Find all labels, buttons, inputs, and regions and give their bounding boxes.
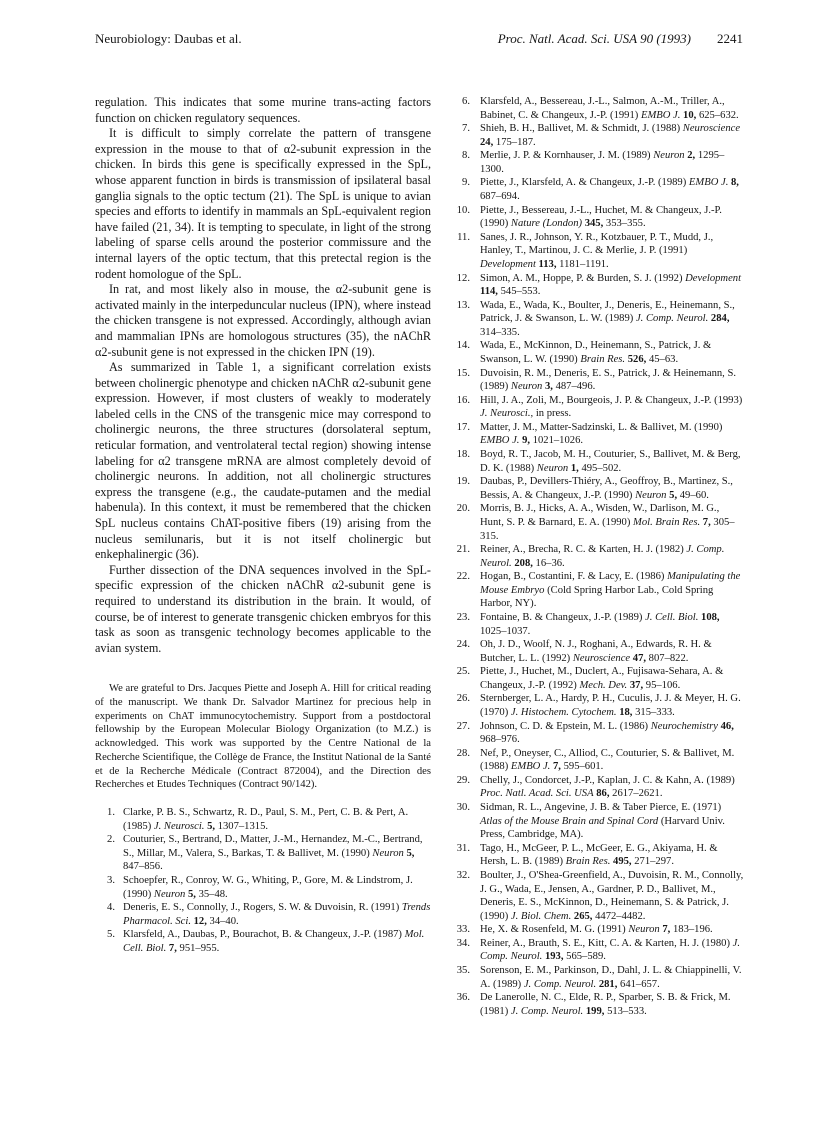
- reference-number: 6.: [462, 96, 470, 107]
- reference-text: [480, 801, 744, 842]
- reference-journal: J. Comp. Neurol.: [635, 313, 709, 325]
- reference-volume: 284,: [710, 313, 730, 325]
- body-paragraph: As summarized in Table 1, a significant correlation exists between cholinergic phenotype and chicken nAChR α2-subunit gene expression. However, if most clusters of weakly to moderately labeled cells in the CNS of the transgenic mice may correspond to cholinergic neurons, the three structures (dorsolateral septum, reticular formation, and ventrolateral tectal region) showing intense labeling for α2 transgene mRNA are almost completely devoid of cholinergic neurons. In addition, not all cholinergic structures express the transgene (e.g., the caudate-putamen and the medial habenula). In this context, it must be remembered that the chicken SpL nucleus contains ChAT-positive fibers (19) arising from the nucleus semilunaris, but it is not itself cholinergic but enkephalinergic (36).: [95, 360, 431, 562]
- reference-authors: Chelly, J., Condorcet, J.-P., Kaplan, J. C. & Kahn, A. (1989): [480, 774, 735, 786]
- reference-number: 23.: [456, 611, 470, 623]
- reference-item: [454, 991, 744, 1018]
- reference-text: [480, 964, 744, 991]
- reference-authors: Hill, J. A., Zoli, M., Bourgeois, J. P. & Changeux, J.-P. (1993): [480, 394, 743, 406]
- reference-journal: J. Comp. Neurol.: [523, 978, 597, 990]
- reference-journal: Development: [480, 258, 536, 270]
- reference-volume: 10,: [683, 109, 697, 121]
- reference-text: [480, 475, 744, 502]
- reference-volume: 265,: [573, 910, 593, 922]
- reference-number: 29.: [456, 774, 470, 786]
- left-column: [95, 95, 431, 956]
- reference-journal: Brain Res.: [580, 353, 626, 365]
- reference-journal: J. Comp. Neurol.: [480, 544, 725, 569]
- reference-pages: 1181–1191.: [559, 258, 609, 270]
- reference-journal: EMBO J.: [510, 761, 551, 773]
- reference-volume: 46,: [720, 720, 734, 732]
- reference-number: 19.: [456, 476, 470, 488]
- reference-authors: Nef, P., Oneyser, C., Alliod, C., Couturier, S. & Ballivet, M. (1988): [480, 747, 735, 773]
- reference-text: [480, 204, 744, 231]
- reference-volume: 495,: [613, 856, 632, 868]
- reference-volume: 113,: [538, 258, 557, 270]
- reference-item: [95, 806, 431, 833]
- reference-text: [480, 720, 744, 747]
- reference-item: [454, 448, 744, 475]
- reference-authors: Piette, J., Huchet, M., Duclert, A., Fujisawa-Sehara, A. & Changeux, J.-P. (1992): [480, 666, 724, 691]
- reference-pages: 495–502.: [581, 462, 622, 474]
- reference-authors: Reiner, A., Brecha, R. C. & Karten, H. J. (1982): [480, 544, 684, 556]
- reference-text: [480, 231, 744, 272]
- reference-journal: Neuron: [536, 462, 569, 474]
- reference-number: 14.: [456, 340, 470, 352]
- reference-pages: 595–601.: [563, 761, 604, 773]
- body-text: [95, 95, 431, 656]
- acknowledgment: [95, 682, 431, 792]
- reference-item: [454, 923, 744, 937]
- reference-journal: J. Histochem. Cytochem.: [510, 707, 617, 719]
- reference-volume: 114,: [480, 286, 498, 298]
- reference-pages: 175–187.: [495, 136, 536, 148]
- reference-text: [480, 638, 744, 665]
- reference-authors: Simon, A. M., Hoppe, P. & Burden, S. J. (1992): [480, 272, 683, 284]
- reference-pages: 95–106.: [645, 679, 681, 691]
- reference-item: [454, 299, 744, 340]
- reference-authors: Boulter, J., O'Shea-Greenfield, A., Duvoisin, R. M., Connolly, J. G., Wada, E., Jensen, A., Gardner, P. D., Ballivet, M., Deneris, E. S., McKinnon, D., Heinemann, S. & Patrick, J. (1990): [480, 869, 744, 922]
- reference-authors: Sanes, J. R., Johnson, Y. R., Kotzbauer, P. T., Mudd, J., Hanley, T., Martinou, J. C. & Merlie, J. P. (1991): [480, 231, 714, 257]
- reference-number: 13.: [456, 299, 470, 311]
- running-header: [0, 31, 816, 51]
- reference-authors: Sidman, R. L., Angevine, J. B. & Taber Pierce, E. (1971): [480, 802, 722, 814]
- reference-number: 22.: [456, 571, 470, 583]
- reference-journal: Manipulating the Mouse Embryo: [480, 571, 741, 596]
- reference-volume: 108,: [701, 611, 720, 623]
- reference-pages: 35–48.: [198, 888, 228, 900]
- reference-volume: 7,: [552, 761, 561, 773]
- reference-volume: 5,: [669, 489, 678, 501]
- reference-volume: 18,: [619, 707, 633, 719]
- reference-journal: Mol. Brain Res.: [633, 516, 701, 528]
- reference-volume: 1,: [570, 462, 579, 474]
- reference-authors: He, X. & Rosenfeld, M. G. (1991): [480, 924, 626, 936]
- reference-item: [454, 570, 744, 611]
- reference-text: [480, 937, 744, 964]
- reference-volume: 5,: [207, 820, 216, 832]
- reference-pages: 1295–1300.: [480, 150, 725, 175]
- reference-pages: 16–36.: [535, 557, 565, 569]
- reference-volume: 12,: [193, 915, 207, 927]
- reference-item: [454, 937, 744, 964]
- reference-volume: 199,: [585, 1005, 605, 1017]
- reference-authors: Klarsfeld, A., Daubas, P., Bourachot, B. & Changeux, J.-P. (1987): [123, 929, 402, 941]
- reference-item: [454, 204, 744, 231]
- reference-number: 17.: [456, 421, 470, 433]
- reference-number: 8.: [462, 150, 470, 162]
- reference-volume: 37,: [629, 679, 644, 691]
- reference-text: [123, 901, 431, 928]
- reference-item: [454, 394, 744, 421]
- reference-text: [480, 272, 744, 299]
- reference-item: [454, 774, 744, 801]
- reference-authors: Clarke, P. B. S., Schwartz, R. D., Paul, S. M., Pert, C. B. & Pert, A. (1985): [123, 807, 409, 832]
- reference-item: [454, 367, 744, 394]
- reference-item: [454, 611, 744, 638]
- reference-volume: 9,: [522, 435, 531, 447]
- reference-text: [123, 806, 431, 833]
- reference-text: [480, 923, 744, 937]
- reference-pages: 545–553.: [500, 286, 541, 298]
- reference-number: 3.: [107, 874, 115, 886]
- reference-text: [480, 122, 744, 149]
- reference-volume: 208,: [514, 557, 533, 569]
- reference-journal: Development: [685, 272, 742, 284]
- reference-journal: J. Comp. Neurol.: [480, 937, 740, 963]
- body-paragraph: regulation. This indicates that some murine trans-acting factors function on chicken regulatory sequences.: [95, 95, 431, 125]
- reference-volume: 5,: [187, 888, 196, 900]
- reference-volume: 281,: [598, 978, 618, 990]
- reference-journal: Neuron: [628, 924, 660, 936]
- reference-journal: Neuron: [510, 381, 543, 393]
- acknowledgment-text: We are grateful to Drs. Jacques Piette and Joseph A. Hill for critical reading of the manuscript. We thank Dr. Salvador Martinez for precious help in experiments on ChAT immunocytochemistry. Support from a postdoctoral fellowship by the European Molecular Biology Organization (to M.Z.) is acknowledged. This work was supported by the Centre National de la Recherche Scientifique, the Collège de France, the Institut National de la Santé et de la Recherche Médicale (Contract 872004), and the Direction des Recherches et Etudes Techniques (Contract 90/142).: [95, 683, 431, 791]
- reference-volume: 7,: [662, 924, 671, 936]
- reference-pages: 513–533.: [607, 1005, 647, 1017]
- reference-journal: Neuron: [372, 847, 404, 859]
- reference-number: 32.: [456, 869, 470, 881]
- reference-text: [480, 339, 744, 366]
- reference-item: [454, 638, 744, 665]
- reference-journal: Nature (London): [510, 218, 583, 230]
- reference-authors: Daubas, P., Devillers-Thiéry, A., Geoffroy, B., Martinez, S., Bessis, A. & Changeux, J.-P. (1990): [480, 476, 733, 501]
- reference-pages: (Cold Spring Harbor Lab., Cold Spring Harbor, NY).: [480, 584, 714, 610]
- reference-pages: 2617–2621.: [612, 788, 663, 800]
- reference-number: 26.: [456, 693, 470, 705]
- reference-authors: Sternberger, L. A., Hardy, P. H., Cuculis, J. J. & Meyer, H. G. (1970): [480, 693, 741, 719]
- reference-text: [480, 149, 744, 176]
- reference-text: [480, 611, 744, 638]
- reference-pages: 271–297.: [634, 856, 674, 868]
- reference-volume: 47,: [632, 652, 647, 664]
- reference-item: [95, 874, 431, 901]
- reference-volume: 345,: [584, 218, 604, 230]
- reference-text: [480, 692, 744, 719]
- reference-item: [454, 339, 744, 366]
- reference-item: [454, 272, 744, 299]
- reference-item: [454, 421, 744, 448]
- reference-authors: Couturier, S., Bertrand, D., Matter, J.-M., Hernandez, M.-C., Bertrand, S., Millar, M., Valera, S., Barkas, T. & Ballivet, M. (1990): [123, 834, 423, 859]
- reference-pages: 565–589.: [566, 951, 606, 963]
- reference-number: 33.: [456, 924, 470, 936]
- reference-authors: Duvoisin, R. M., Deneris, E. S., Patrick, J. & Heinemann, S. (1989): [480, 367, 736, 393]
- reference-authors: Fontaine, B. & Changeux, J.-P. (1989): [480, 611, 643, 623]
- reference-pages: 314–335.: [480, 326, 520, 338]
- reference-number: 28.: [456, 747, 470, 759]
- reference-item: [95, 928, 431, 955]
- reference-item: [454, 543, 744, 570]
- reference-volume: 5,: [406, 847, 415, 859]
- header-page-number: 2241: [717, 31, 743, 46]
- reference-pages: 487–496.: [555, 381, 596, 393]
- reference-number: 30.: [456, 802, 470, 814]
- reference-journal: EMBO J.: [480, 435, 520, 447]
- reference-number: 15.: [456, 367, 470, 379]
- reference-journal: Brain Res.: [565, 856, 611, 868]
- reference-text: [480, 665, 744, 692]
- reference-pages: 687–694.: [480, 191, 520, 203]
- reference-item: [454, 122, 744, 149]
- header-section-author: Neurobiology: Daubas et al.: [95, 31, 242, 46]
- reference-text: [480, 176, 744, 203]
- reference-item: [454, 149, 744, 176]
- body-paragraph: In rat, and most likely also in mouse, the α2-subunit gene is activated mainly in the interpeduncular nucleus (IPN), where instead the chicken transgene is not expressed. Accordingly, although avian and mammalian IPNs are homologous structures (35), the nAChR α2-subunit gene is not expressed in the chicken IPN (19).: [95, 282, 431, 359]
- reference-authors: Boyd, R. T., Jacob, M. H., Couturier, S., Ballivet, M. & Berg, D. K. (1988): [480, 449, 741, 474]
- reference-pages: 49–60.: [679, 489, 709, 501]
- reference-item: [454, 747, 744, 774]
- reference-item: [454, 692, 744, 719]
- reference-pages: 305–315.: [480, 516, 735, 542]
- reference-journal: J. Cell. Biol.: [645, 611, 699, 623]
- reference-journal: Neurochemistry: [650, 720, 718, 732]
- reference-text: [480, 448, 744, 475]
- reference-volume: 24,: [480, 136, 494, 148]
- reference-text: [480, 502, 744, 543]
- reference-text: [480, 95, 744, 122]
- reference-pages: 847–856.: [123, 861, 163, 873]
- reference-number: 7.: [462, 123, 470, 135]
- reference-pages: 951–955.: [179, 942, 220, 954]
- reference-text: [480, 869, 744, 923]
- reference-pages: 641–657.: [620, 978, 660, 990]
- reference-pages: 1307–1315.: [217, 820, 269, 832]
- reference-journal: J. Biol. Chem.: [510, 910, 572, 922]
- reference-journal: J. Neurosci.,: [480, 408, 534, 420]
- reference-item: [95, 833, 431, 874]
- reference-authors: Piette, J., Bessereau, J.-L., Huchet, M. & Changeux, J.-P. (1990): [480, 204, 722, 230]
- reference-text: [480, 747, 744, 774]
- body-paragraph: It is difficult to simply correlate the pattern of transgene expression in the mouse to that of α2-subunit expression in the chicken. In birds this gene is specifically expressed in the SpL, whose apparent function in birds is transmission of ipsilateral basal ganglia signals to the optic tectum (21). The SpL is unique to avian species and efforts to identify in mammals an SpL-equivalent region have failed (21, 34). It is tempting to speculate, in light of the strong labeling of sparse cells around the posterior commissure and the internal layers of the optic tectum, that this pretectal region is the rodent homologue of the SpL.: [95, 126, 431, 281]
- body-paragraph: Further dissection of the DNA sequences involved in the SpL-specific expression of the chicken nAChR α2-subunit gene is required to understand its distribution in the brain. It would, of course, be of interest to generate transgenic chicken embryos for this task as soon as transgenic technology becomes applicable to the avian system.: [95, 562, 431, 655]
- reference-journal: Neuron: [653, 150, 685, 162]
- reference-number: 24.: [456, 639, 470, 651]
- reference-number: 10.: [456, 204, 470, 216]
- reference-item: [454, 176, 744, 203]
- reference-text: [123, 874, 431, 901]
- reference-authors: Morris, B. J., Hicks, A. A., Wisden, W., Darlison, M. G., Hunt, S. P. & Barnard, E. A. (1990): [480, 503, 720, 528]
- reference-authors: Shieh, B. H., Ballivet, M. & Schmidt, J. (1988): [480, 123, 681, 135]
- reference-journal: EMBO J.: [640, 109, 681, 121]
- reference-volume: 86,: [596, 788, 610, 800]
- reference-volume: 193,: [544, 951, 564, 963]
- reference-authors: Johnson, C. D. & Epstein, M. L. (1986): [480, 720, 649, 732]
- reference-text: [480, 570, 744, 611]
- reference-number: 35.: [456, 965, 470, 976]
- reference-authors: Piette, J., Klarsfeld, A. & Changeux, J.-P. (1989): [480, 177, 687, 189]
- reference-number: 4.: [107, 902, 115, 914]
- reference-authors: Tago, H., McGeer, P. L., McGeer, E. G., Akiyama, H. & Hersh, L. B. (1989): [480, 842, 718, 868]
- reference-item: [95, 901, 431, 928]
- reference-item: [454, 475, 744, 502]
- reference-pages: 183–196.: [672, 924, 713, 936]
- reference-pages: 4472–4482.: [595, 910, 646, 922]
- reference-item: [454, 665, 744, 692]
- reference-authors: Klarsfeld, A., Bessereau, J.-L., Salmon, A.-M., Triller, A., Babinet, C. & Changeux, J.-P. (1991): [480, 96, 725, 121]
- reference-text: [480, 299, 744, 340]
- reference-authors: Hogan, B., Costantini, F. & Lacy, E. (1986): [480, 571, 665, 583]
- reference-volume: 526,: [627, 353, 647, 365]
- reference-volume: 3,: [544, 381, 553, 393]
- reference-pages: (Harvard Univ. Press, Cambridge, MA).: [480, 815, 725, 841]
- reference-number: 21.: [456, 544, 470, 556]
- reference-number: 12.: [456, 272, 470, 284]
- reference-number: 25.: [456, 666, 470, 678]
- reference-item: [454, 842, 744, 869]
- reference-authors: Reiner, A., Brauth, S. E., Kitt, C. A. & Karten, H. J. (1980): [480, 937, 730, 949]
- reference-volume: 7,: [702, 516, 711, 528]
- reference-number: 27.: [456, 720, 470, 732]
- reference-text: [480, 842, 744, 869]
- reference-number: 11.: [457, 231, 470, 243]
- reference-pages: 315–333.: [635, 707, 675, 719]
- reference-volume: 7,: [168, 942, 177, 954]
- reference-item: [454, 502, 744, 543]
- reference-volume: 8,: [731, 177, 739, 189]
- reference-number: 1.: [107, 807, 115, 818]
- reference-authors: Oh, J. D., Woolf, N. J., Roghani, A., Edwards, R. H. & Butcher, L. L. (1992): [480, 639, 712, 664]
- reference-item: [454, 801, 744, 842]
- reference-journal: Trends Pharmacol. Sci.: [123, 902, 431, 927]
- reference-journal: J. Neurosci.: [153, 820, 205, 832]
- reference-journal: J. Comp. Neurol.: [510, 1005, 584, 1017]
- reference-text: [123, 833, 431, 874]
- reference-pages: 1025–1037.: [480, 625, 531, 637]
- reference-text: [480, 394, 744, 421]
- header-journal-citation: [498, 31, 743, 47]
- header-journal: Proc. Natl. Acad. Sci. USA 90 (1993): [497, 31, 691, 46]
- reference-text: [480, 543, 744, 570]
- reference-journal: Proc. Natl. Acad. Sci. USA: [480, 788, 594, 800]
- reference-number: 36.: [456, 992, 470, 1004]
- reference-item: [454, 964, 744, 991]
- reference-number: 9.: [462, 177, 470, 189]
- reference-text: [123, 928, 431, 955]
- reference-pages: 807–822.: [648, 652, 689, 664]
- reference-pages: in press.: [535, 408, 572, 420]
- right-column: [454, 95, 744, 1018]
- reference-item: [454, 231, 744, 272]
- reference-text: [480, 774, 744, 801]
- reference-number: 34.: [456, 937, 470, 949]
- reference-authors: Merlie, J. P. & Kornhauser, J. M. (1989): [480, 150, 651, 162]
- reference-journal: Neuroscience: [682, 123, 741, 135]
- reference-pages: 353–355.: [605, 218, 646, 230]
- reference-item: [454, 95, 744, 122]
- reference-pages: 45–63.: [648, 353, 679, 365]
- reference-number: 18.: [456, 449, 470, 461]
- reference-pages: 34–40.: [209, 915, 239, 927]
- reference-journal: Atlas of the Mouse Brain and Spinal Cord: [480, 815, 659, 827]
- reference-volume: 2,: [687, 150, 696, 162]
- reference-journal: EMBO J.: [688, 177, 729, 189]
- reference-item: [454, 869, 744, 923]
- reference-authors: Schoepfer, R., Conroy, W. G., Whiting, P., Gore, M. & Lindstrom, J. (1990): [123, 874, 413, 900]
- reference-text: [480, 421, 744, 448]
- reference-number: 31.: [456, 842, 470, 854]
- reference-text: [480, 367, 744, 394]
- reference-number: 5.: [107, 929, 115, 941]
- reference-authors: Wada, E., McKinnon, D., Heinemann, S., Patrick, J. & Swanson, L. W. (1990): [480, 340, 712, 365]
- reference-pages: 1021–1026.: [532, 435, 584, 447]
- reference-number: 2.: [107, 834, 115, 846]
- references-list-left: [95, 806, 431, 956]
- reference-journal: Mol. Cell. Biol.: [123, 929, 425, 954]
- reference-journal: Neuron: [635, 489, 667, 501]
- reference-number: 16.: [456, 394, 470, 406]
- reference-journal: Mech. Dev.: [579, 679, 628, 691]
- reference-authors: De Lanerolle, N. C., Elde, R. P., Sparber, S. B. & Frick, M. (1981): [480, 992, 731, 1017]
- reference-journal: Neuroscience: [572, 652, 631, 664]
- reference-authors: Sorenson, E. M., Parkinson, D., Dahl, J. L. & Chiappinelli, V. A. (1989): [480, 965, 742, 990]
- reference-authors: Matter, J. M., Matter-Sadzinski, L. & Ballivet, M. (1990): [480, 421, 723, 433]
- reference-authors: Wada, E., Wada, K., Boulter, J., Deneris, E., Heinemann, S., Patrick, J. & Swanson, L. W. (1989): [480, 299, 735, 325]
- reference-item: [454, 720, 744, 747]
- reference-authors: Deneris, E. S., Connolly, J., Rogers, S. W. & Duvoisin, R. (1991): [123, 902, 400, 914]
- reference-number: 20.: [456, 503, 470, 515]
- reference-journal: Neuron: [153, 888, 186, 900]
- reference-pages: 625–632.: [698, 109, 739, 121]
- reference-pages: 968–976.: [480, 734, 520, 746]
- reference-text: [480, 991, 744, 1018]
- references-list-right: [454, 95, 744, 1018]
